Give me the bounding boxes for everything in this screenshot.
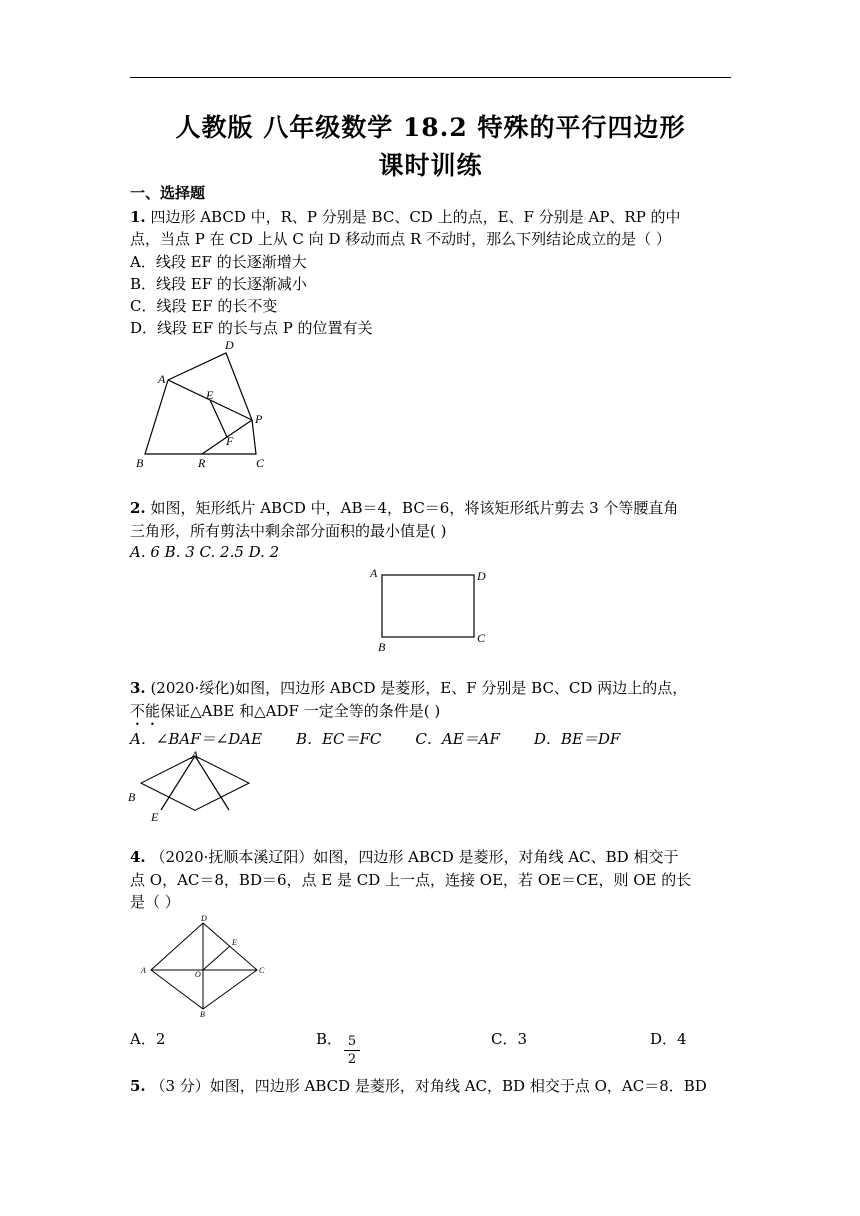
q2-line2: 三角形，所有剪法中剩余部分面积的最小值是( ): [130, 522, 447, 540]
q4-fraction-denominator: 2: [347, 1052, 357, 1067]
q1-number: 1.: [130, 208, 146, 226]
q1-option-d: D．线段 EF 的长与点 P 的位置有关: [130, 319, 373, 337]
q3-emphasis: 不能: [130, 702, 161, 720]
q4-label-c: C: [259, 966, 265, 975]
q3-text1: (2020·绥化)如图，四边形 ABCD 是菱形，E、F 分别是 BC、CD 两边上的点，: [145, 679, 688, 697]
q2-line1: [130, 497, 678, 518]
q3-label-e: E: [151, 810, 159, 824]
q1-text1: 四边形 ABCD 中，R、P 分别是 BC、CD 上的点，E、F 分别是 AP、RP 的中: [145, 208, 681, 226]
q4-fraction-bar: [344, 1050, 360, 1051]
q1-option-c: C．线段 EF 的长不变: [130, 297, 278, 315]
q1-label-b: B: [136, 456, 144, 470]
q3-option-b: B．EC＝FC: [296, 730, 382, 748]
q3-text2: 保证△ABE 和△ADF 一定全等的条件是( ): [160, 702, 441, 720]
q3-option-a: A．∠BAF＝∠DAE: [130, 730, 263, 748]
q1-label-p: P: [255, 412, 263, 426]
q4-label-e: E: [232, 938, 237, 947]
page-subtitle: 课时训练: [378, 151, 483, 180]
q4-line1: [130, 846, 678, 867]
q1-figure: [130, 335, 280, 475]
q2-label-d: D: [477, 569, 486, 583]
top-rule: [130, 77, 731, 78]
q3-option-c: C．AE＝AF: [415, 730, 500, 748]
q3-number: 3.: [130, 679, 146, 697]
q4-figure: [135, 914, 270, 1019]
q5-text1: （3 分）如图，四边形 ABCD 是菱形，对角线 AC，BD 相交于点 O，AC＝8．BD: [145, 1077, 707, 1095]
q1-label-a: A: [158, 372, 166, 386]
q4-label-o: O: [195, 970, 201, 979]
q1-label-r: R: [198, 456, 206, 470]
q1-line1: [130, 206, 681, 227]
q1-label-f: F: [226, 434, 234, 448]
q3-options: [130, 728, 620, 749]
q5-number: 5.: [130, 1077, 146, 1095]
q4-label-d: D: [201, 914, 207, 923]
q5-line1: [130, 1075, 707, 1096]
q3-figure: [125, 750, 260, 825]
q1-label-d: D: [225, 338, 234, 352]
section-heading: 一、选择题: [130, 184, 206, 202]
q3-label-b: B: [128, 790, 136, 804]
q4-fraction: [344, 1034, 360, 1067]
q4-option-a: A．2: [130, 1030, 166, 1048]
page-title: 人教版 八年级数学 18.2 特殊的平行四边形: [175, 113, 686, 142]
q3-label-a: A: [191, 748, 199, 762]
q1-option-b: B．线段 EF 的长逐渐减小: [130, 275, 307, 293]
q4-line3: 是（ ）: [130, 893, 180, 911]
q2-options: A. 6 B. 3 C. 2.5 D. 2: [130, 543, 280, 561]
q2-label-b: B: [378, 640, 386, 654]
q4-option-b: B．: [316, 1030, 343, 1048]
q4-line2: 点 O，AC＝8，BD＝6，点 E 是 CD 上一点，连接 OE，若 OE＝CE，则 OE 的长: [130, 871, 692, 889]
q4-option-d: D．4: [650, 1030, 687, 1048]
q1-option-a: A．线段 EF 的长逐渐增大: [130, 253, 307, 271]
q3-line1: [130, 677, 687, 698]
q1-line2: 点，当点 P 在 CD 上从 C 向 D 移动而点 R 不动时，那么下列结论成立的是（ ）: [130, 230, 671, 248]
q2-number: 2.: [130, 499, 146, 517]
q4-fraction-numerator: 5: [347, 1034, 357, 1049]
q2-label-a: A: [370, 566, 378, 580]
q1-label-e: E: [206, 388, 214, 402]
q4-label-b: B: [200, 1010, 205, 1019]
q4-option-c: C．3: [491, 1030, 528, 1048]
q4-label-a: A: [141, 966, 146, 975]
q2-text1: 如图，矩形纸片 ABCD 中，AB＝4，BC＝6，将该矩形纸片剪去 3 个等腰直角: [145, 499, 679, 517]
q1-label-c: C: [256, 456, 265, 470]
q3-line2: [130, 700, 440, 729]
q2-figure: [370, 565, 490, 655]
q4-text1: （2020·抚顺本溪辽阳）如图，四边形 ABCD 是菱形，对角线 AC、BD 相交于: [145, 848, 679, 866]
q4-number: 4.: [130, 848, 146, 866]
q2-label-c: C: [477, 631, 486, 645]
q3-option-d: D．BE＝DF: [533, 730, 621, 748]
